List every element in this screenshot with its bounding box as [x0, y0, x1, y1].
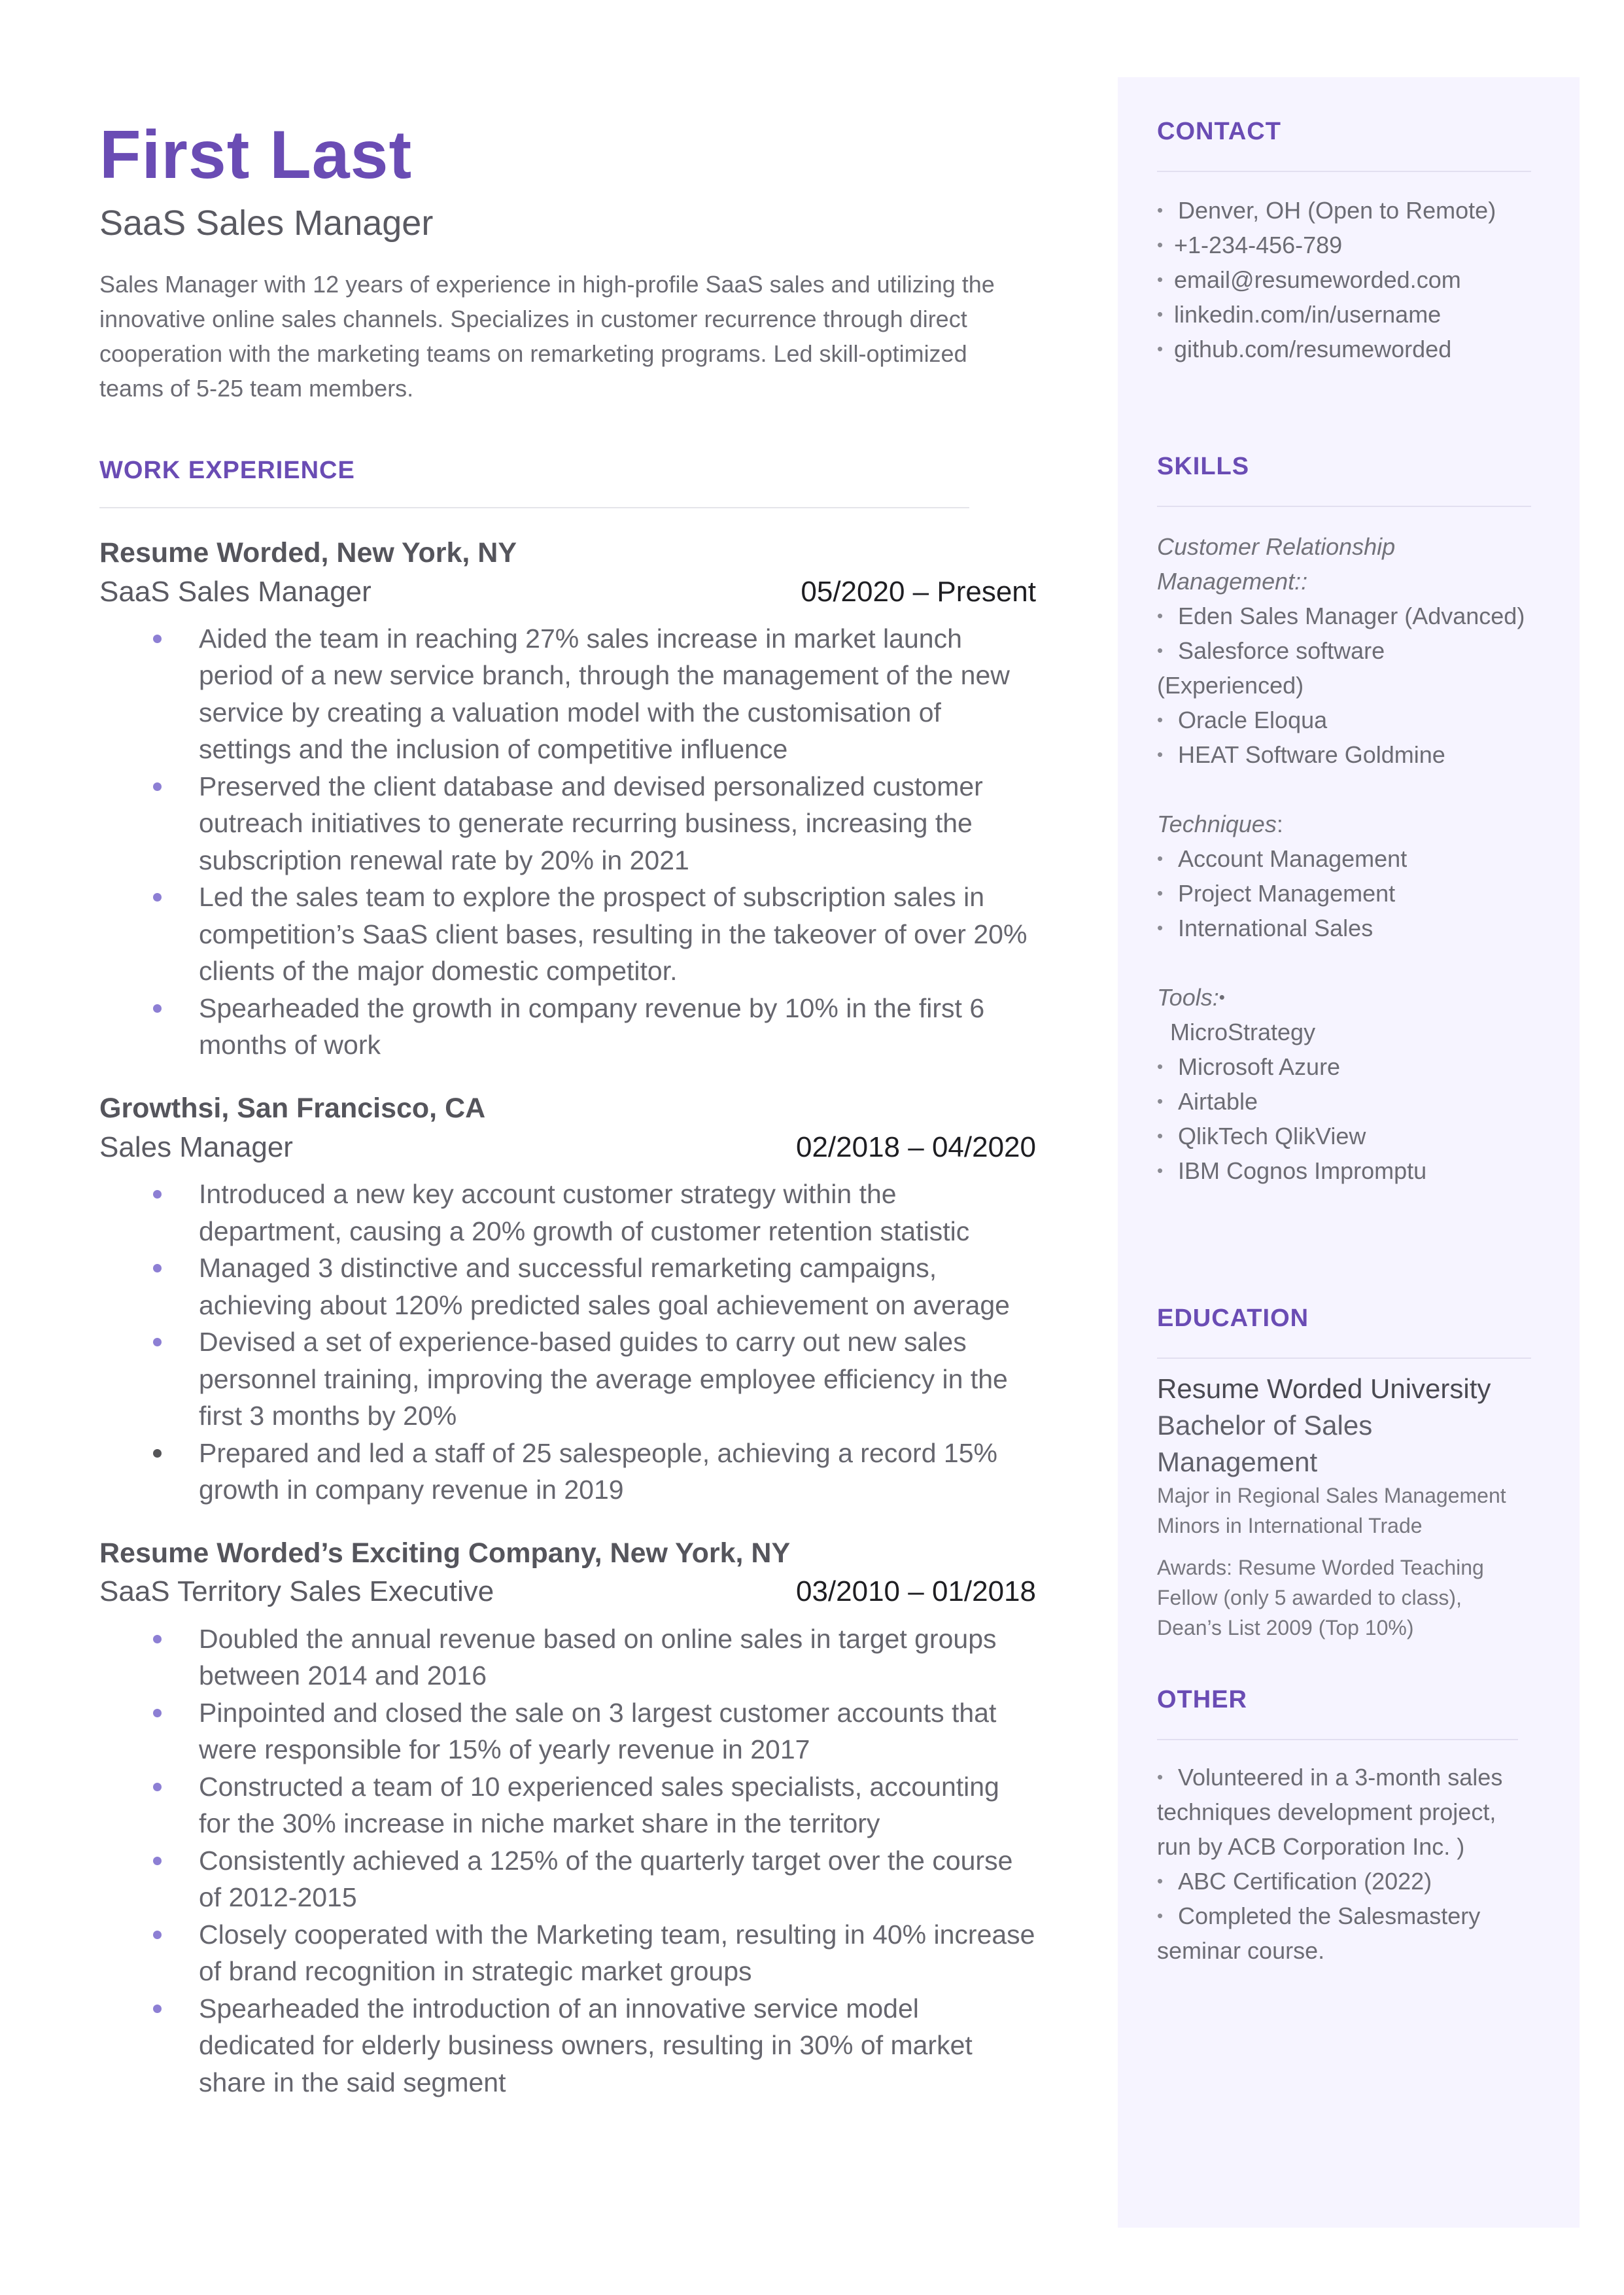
skill-text: Airtable	[1178, 1088, 1258, 1115]
contact-phone-text: +1-234-456-789	[1174, 232, 1343, 258]
bullet-dot-icon: •	[1157, 1057, 1164, 1076]
job-bullet: Consistently achieved a 125% of the quarterly target over the course of 2012-2015	[199, 1842, 1036, 1916]
section-divider	[99, 507, 969, 508]
contact-linkedin-text[interactable]: linkedin.com/in/username	[1174, 301, 1442, 328]
skill-text: Account Management	[1178, 845, 1408, 872]
job-dates: 05/2020 – Present	[801, 575, 1036, 608]
contact-location-text: Denver, OH (Open to Remote)	[1178, 197, 1496, 224]
skills-techniques-list	[1157, 841, 1531, 945]
contact-github-text[interactable]: github.com/resumeworded	[1174, 336, 1452, 362]
other-title: OTHER	[1157, 1686, 1247, 1713]
bullet-dot-icon: •	[1157, 640, 1164, 660]
skill-item	[1157, 1153, 1531, 1188]
skill-item: MicroStrategy	[1170, 1019, 1316, 1045]
bullet-dot-icon: •	[1157, 1871, 1164, 1891]
job-bullet: Managed 3 distinctive and successful remarketing campaigns, achieving about 120% predicted sales goal achievement on average	[199, 1250, 1036, 1323]
bullet-dot-icon: •	[1157, 200, 1164, 220]
job-bullet: Prepared and led a staff of 25 salespeople, achieving a record 15% growth in company revenue in 2019	[199, 1435, 1036, 1509]
skill-text: HEAT Software Goldmine	[1178, 741, 1445, 768]
job-bullet: Constructed a team of 10 experienced sales specialists, accounting for the 30% increase in niche market share in the territory	[199, 1768, 1036, 1842]
bullet-dot-icon: •	[1157, 270, 1164, 289]
skill-item	[1157, 1084, 1531, 1119]
job-bullet: Spearheaded the growth in company revenue by 10% in the first 6 months of work	[199, 990, 1036, 1064]
other-item	[1157, 1899, 1531, 1968]
job-title: Sales Manager	[99, 1130, 293, 1163]
skills-tools-list	[1157, 1049, 1531, 1188]
bullet-dot-icon: •	[1157, 745, 1164, 764]
job-bullet: Introduced a new key account customer strategy within the department, causing a 20% growth of customer retention statistic	[199, 1176, 1036, 1250]
section-divider	[1157, 506, 1531, 507]
other-text: Completed the Salesmastery seminar course.	[1157, 1902, 1481, 1964]
education-school: Resume Worded University	[1157, 1373, 1491, 1404]
skills-tools-heading: Tools:	[1157, 984, 1219, 1011]
job-row	[99, 1128, 1036, 1166]
skill-item	[1157, 703, 1531, 737]
job-bullets	[99, 1176, 1036, 1509]
bullet-dot-icon: •	[1157, 1091, 1164, 1111]
bullet-dot-icon: •	[1157, 235, 1164, 254]
skills-tools-heading-line	[1157, 980, 1531, 1015]
bullet-dot-icon: •	[1157, 849, 1164, 868]
job-company: Growthsi, San Francisco, CA	[99, 1092, 486, 1124]
job-title: SaaS Sales Manager	[99, 575, 371, 608]
job-dates: 03/2010 – 01/2018	[795, 1575, 1036, 1608]
bullet-dot-icon: •	[1157, 883, 1164, 903]
skill-text: International Sales	[1178, 915, 1373, 941]
job-bullets	[99, 620, 1036, 1064]
other-text: Volunteered in a 3-month sales techniques development project, run by ACB Corporation Inc. )	[1157, 1764, 1503, 1860]
skill-text: Microsoft Azure	[1178, 1053, 1341, 1080]
skills-crm-list	[1157, 599, 1531, 772]
job-bullet: Aided the team in reaching 27% sales increase in market launch period of a new service branch, through the management of the new service by creating a valuation model with the customisation of settings and the inclusion of competitive influence	[199, 620, 1036, 768]
bullet-dot-icon: •	[1157, 304, 1164, 324]
bullet-dot-icon: •	[1218, 987, 1225, 1007]
skills-title: SKILLS	[1157, 453, 1250, 480]
contact-phone	[1157, 228, 1531, 262]
job-dates: 02/2018 – 04/2020	[795, 1130, 1036, 1163]
job-row	[99, 1572, 1036, 1611]
education-degree: Bachelor of Sales Management	[1157, 1410, 1373, 1477]
candidate-name: First Last	[99, 117, 413, 193]
skill-text: Salesforce software (Experienced)	[1157, 637, 1385, 699]
contact-title: CONTACT	[1157, 118, 1281, 145]
main-column	[99, 118, 1036, 2101]
skill-text: Oracle Eloqua	[1178, 707, 1328, 733]
skill-text: QlikTech QlikView	[1178, 1123, 1366, 1149]
skills-crm-heading: Customer Relationship Management::	[1157, 533, 1396, 595]
bullet-dot-icon: •	[1157, 1767, 1164, 1787]
skill-item	[1157, 633, 1531, 703]
contact-email	[1157, 262, 1531, 297]
job-row	[99, 572, 1036, 611]
education-minor: Minors in International Trade	[1157, 1514, 1423, 1537]
section-divider	[1157, 171, 1531, 172]
skill-item	[1157, 737, 1531, 772]
job-bullet: Closely cooperated with the Marketing team, resulting in 40% increase of brand recognition in strategic market groups	[199, 1916, 1036, 1990]
skills-techniques-heading-line	[1157, 807, 1531, 841]
skill-text: IBM Cognos Impromptu	[1178, 1157, 1427, 1184]
job-entry	[99, 1091, 1036, 1509]
education-awards: Awards: Resume Worded Teaching Fellow (only 5 awarded to class), Dean’s List 2009 (Top 10%)	[1157, 1556, 1484, 1639]
education-major: Major in Regional Sales Management	[1157, 1484, 1506, 1507]
bullet-dot-icon: •	[1157, 710, 1164, 729]
contact-location	[1157, 193, 1531, 228]
other-item	[1157, 1864, 1531, 1899]
job-bullets	[99, 1621, 1036, 2101]
skill-item	[1157, 1119, 1531, 1153]
job-bullet: Pinpointed and closed the sale on 3 largest customer accounts that were responsible for 15% of yearly revenue in 2017	[199, 1694, 1036, 1768]
job-company: Resume Worded, New York, NY	[99, 536, 517, 569]
bullet-dot-icon: •	[1157, 1126, 1164, 1146]
skill-item	[1157, 876, 1531, 911]
skill-item	[1157, 841, 1531, 876]
skill-text: Project Management	[1178, 880, 1396, 907]
skill-item	[1157, 599, 1531, 633]
other-item	[1157, 1760, 1531, 1864]
section-divider	[1157, 1358, 1531, 1359]
other-list	[1157, 1760, 1531, 1968]
sidebar	[1118, 77, 1580, 2228]
job-bullet: Led the sales team to explore the prospect of subscription sales in competition’s SaaS client bases, resulting in the takeover of over 20% clients of the major domestic competitor.	[199, 879, 1036, 990]
section-divider	[1157, 1739, 1518, 1740]
skill-text: Eden Sales Manager (Advanced)	[1178, 603, 1525, 629]
skills-techniques-colon: :	[1276, 811, 1283, 837]
contact-linkedin	[1157, 297, 1531, 332]
job-entry	[99, 1536, 1036, 2101]
job-entry	[99, 536, 1036, 1064]
bullet-dot-icon: •	[1157, 606, 1164, 625]
contact-list	[1157, 193, 1531, 366]
contact-email-text[interactable]: email@resumeworded.com	[1174, 266, 1461, 293]
bullet-dot-icon: •	[1157, 339, 1164, 359]
summary: Sales Manager with 12 years of experience in high-profile SaaS sales and utilizing the innovative online sales channels. Specializes in customer recurrence through direct cooperation with the marketing teams on remarketing programs. Led skill-optimized teams of 5-25 team members.	[99, 270, 995, 402]
skills-techniques-heading: Techniques	[1157, 811, 1277, 837]
job-bullet: Devised a set of experience-based guides to carry out new sales personnel training, improving the average employee efficiency in the first 3 months by 20%	[199, 1323, 1036, 1435]
job-bullet: Preserved the client database and devised personalized customer outreach initiatives to generate recurring business, increasing the subscription renewal rate by 20% in 2021	[199, 768, 1036, 879]
bullet-dot-icon: •	[1157, 1161, 1164, 1180]
job-title: SaaS Territory Sales Executive	[99, 1575, 494, 1608]
other-text: ABC Certification (2022)	[1178, 1868, 1432, 1895]
skill-item	[1157, 1049, 1531, 1084]
bullet-dot-icon: •	[1157, 1906, 1164, 1925]
job-bullet: Spearheaded the introduction of an innovative service model dedicated for elderly business owners, resulting in 30% of market share in the said segment	[199, 1990, 1036, 2101]
job-bullet: Doubled the annual revenue based on online sales in target groups between 2014 and 2016	[199, 1621, 1036, 1694]
contact-github	[1157, 332, 1531, 366]
skill-item	[1157, 911, 1531, 945]
work-experience-title: WORK EXPERIENCE	[99, 456, 355, 484]
job-company: Resume Worded’s Exciting Company, New York, NY	[99, 1537, 791, 1569]
education-title: EDUCATION	[1157, 1305, 1309, 1332]
candidate-role: SaaS Sales Manager	[99, 203, 434, 243]
bullet-dot-icon: •	[1157, 918, 1164, 937]
